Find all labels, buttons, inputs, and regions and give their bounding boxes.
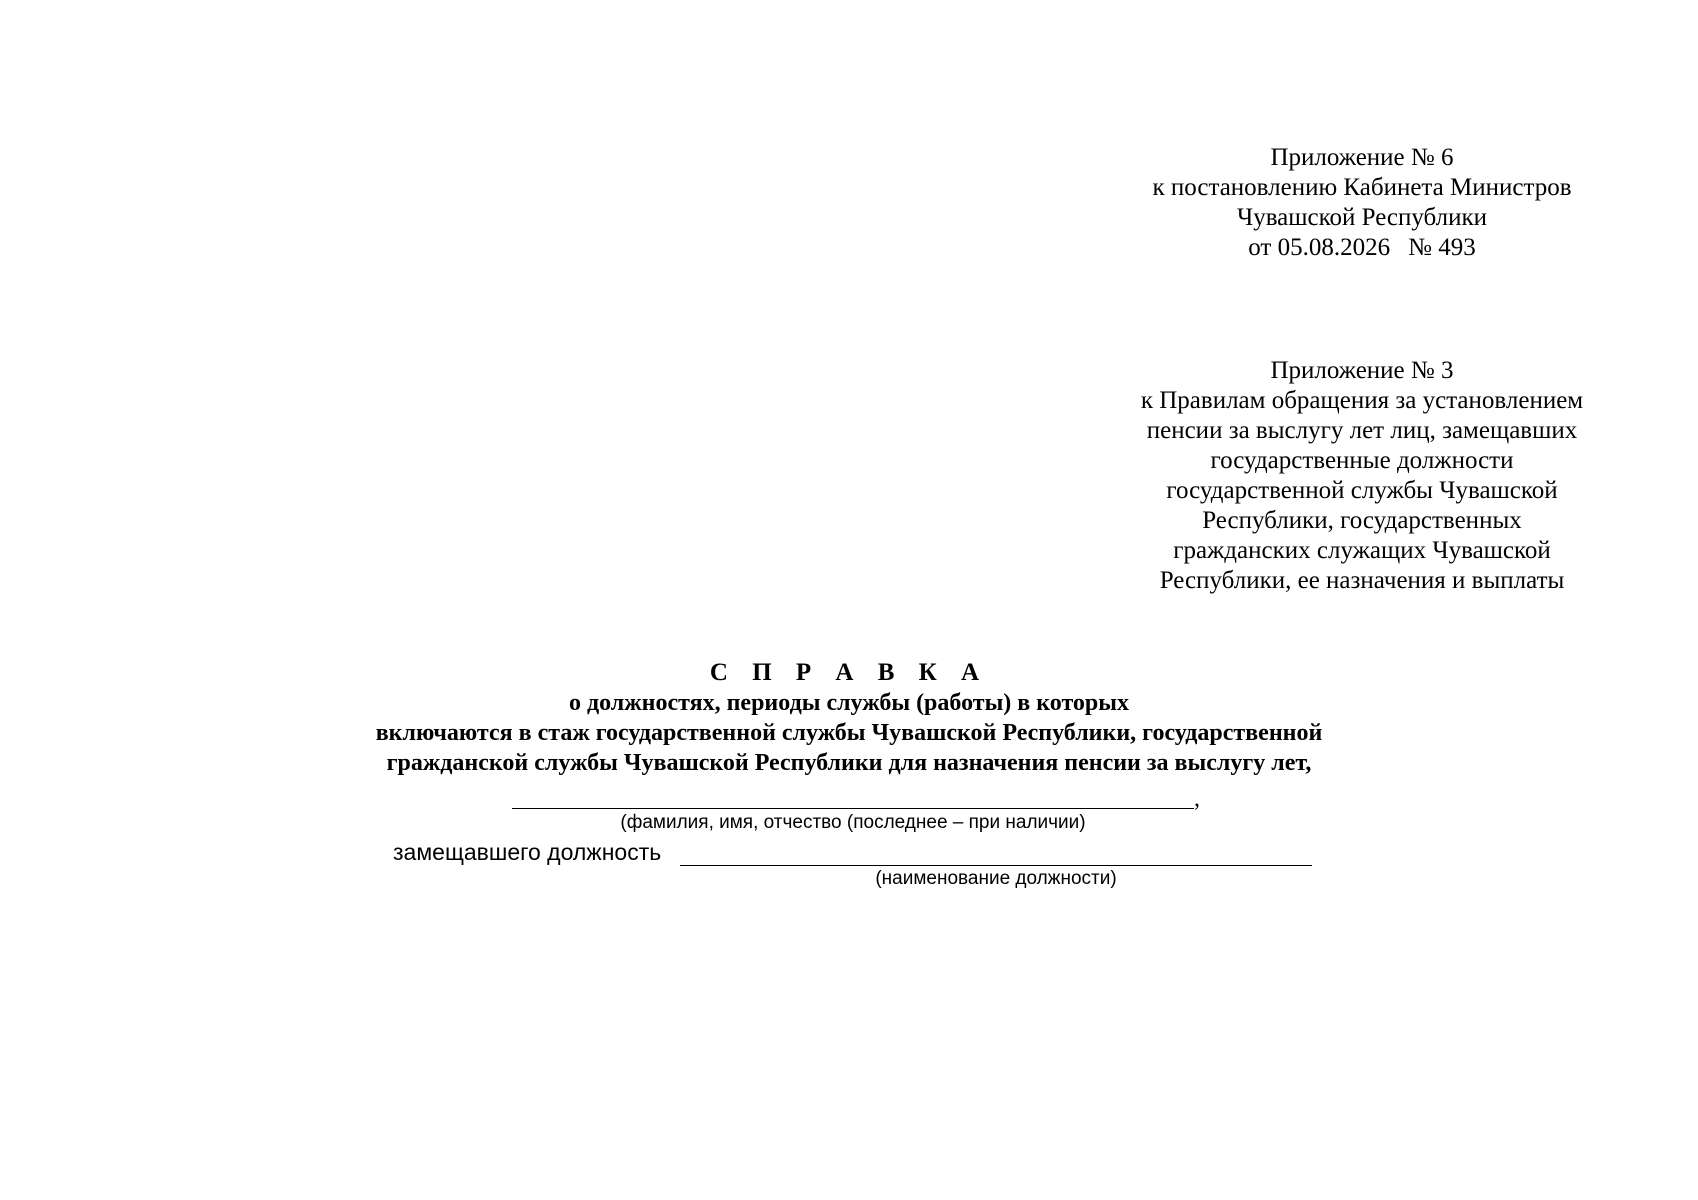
annex-6-title: Приложение № 6 [1270, 144, 1454, 171]
position-caption: (наименование должности) [875, 868, 1117, 889]
annex-3-header [1102, 356, 1622, 596]
full-name-comma: , [1194, 786, 1200, 812]
annex-3-line: государственные должности [1210, 447, 1514, 474]
annex-3-line: пенсии за выслугу лет лиц, замещавших [1146, 417, 1578, 444]
annex-3-line: государственной службы Чувашской [1166, 477, 1558, 504]
full-name-field[interactable] [512, 808, 1194, 809]
annex-3-line: к Правилам обращения за установлением [1140, 387, 1584, 414]
annex-6-number: № 493 [1408, 234, 1476, 261]
annex-3-line: Приложение № 3 [1270, 357, 1454, 384]
annex-6-republic: Чувашской Республики [1236, 204, 1488, 231]
annex-6-date-number [1102, 233, 1622, 263]
document-title [300, 658, 1398, 778]
annex-3-line: гражданских служащих Чувашской [1173, 537, 1551, 564]
position-field[interactable] [680, 865, 1312, 866]
document-heading: С П Р А В К А [709, 659, 989, 686]
document-title-line: включаются в стаж государственной службы Чувашской Республики, государственной [375, 720, 1323, 746]
annex-6-header [1102, 143, 1622, 263]
annex-6-reference: к постановлению Кабинета Министров [1152, 174, 1572, 201]
document-title-line: гражданской службы Чувашской Республики для назначения пенсии за выслугу лет, [386, 750, 1312, 776]
position-label: замещавшего должность [393, 839, 662, 865]
annex-6-date: от 05.08.2026 [1248, 234, 1391, 261]
document-title-line: о должностях, периоды службы (работы) в которых [568, 690, 1130, 716]
full-name-caption: (фамилия, имя, отчество (последнее – при наличии) [620, 812, 1086, 833]
annex-3-line: Республики, государственных [1202, 507, 1522, 534]
annex-3-line: Республики, ее назначения и выплаты [1159, 567, 1565, 594]
